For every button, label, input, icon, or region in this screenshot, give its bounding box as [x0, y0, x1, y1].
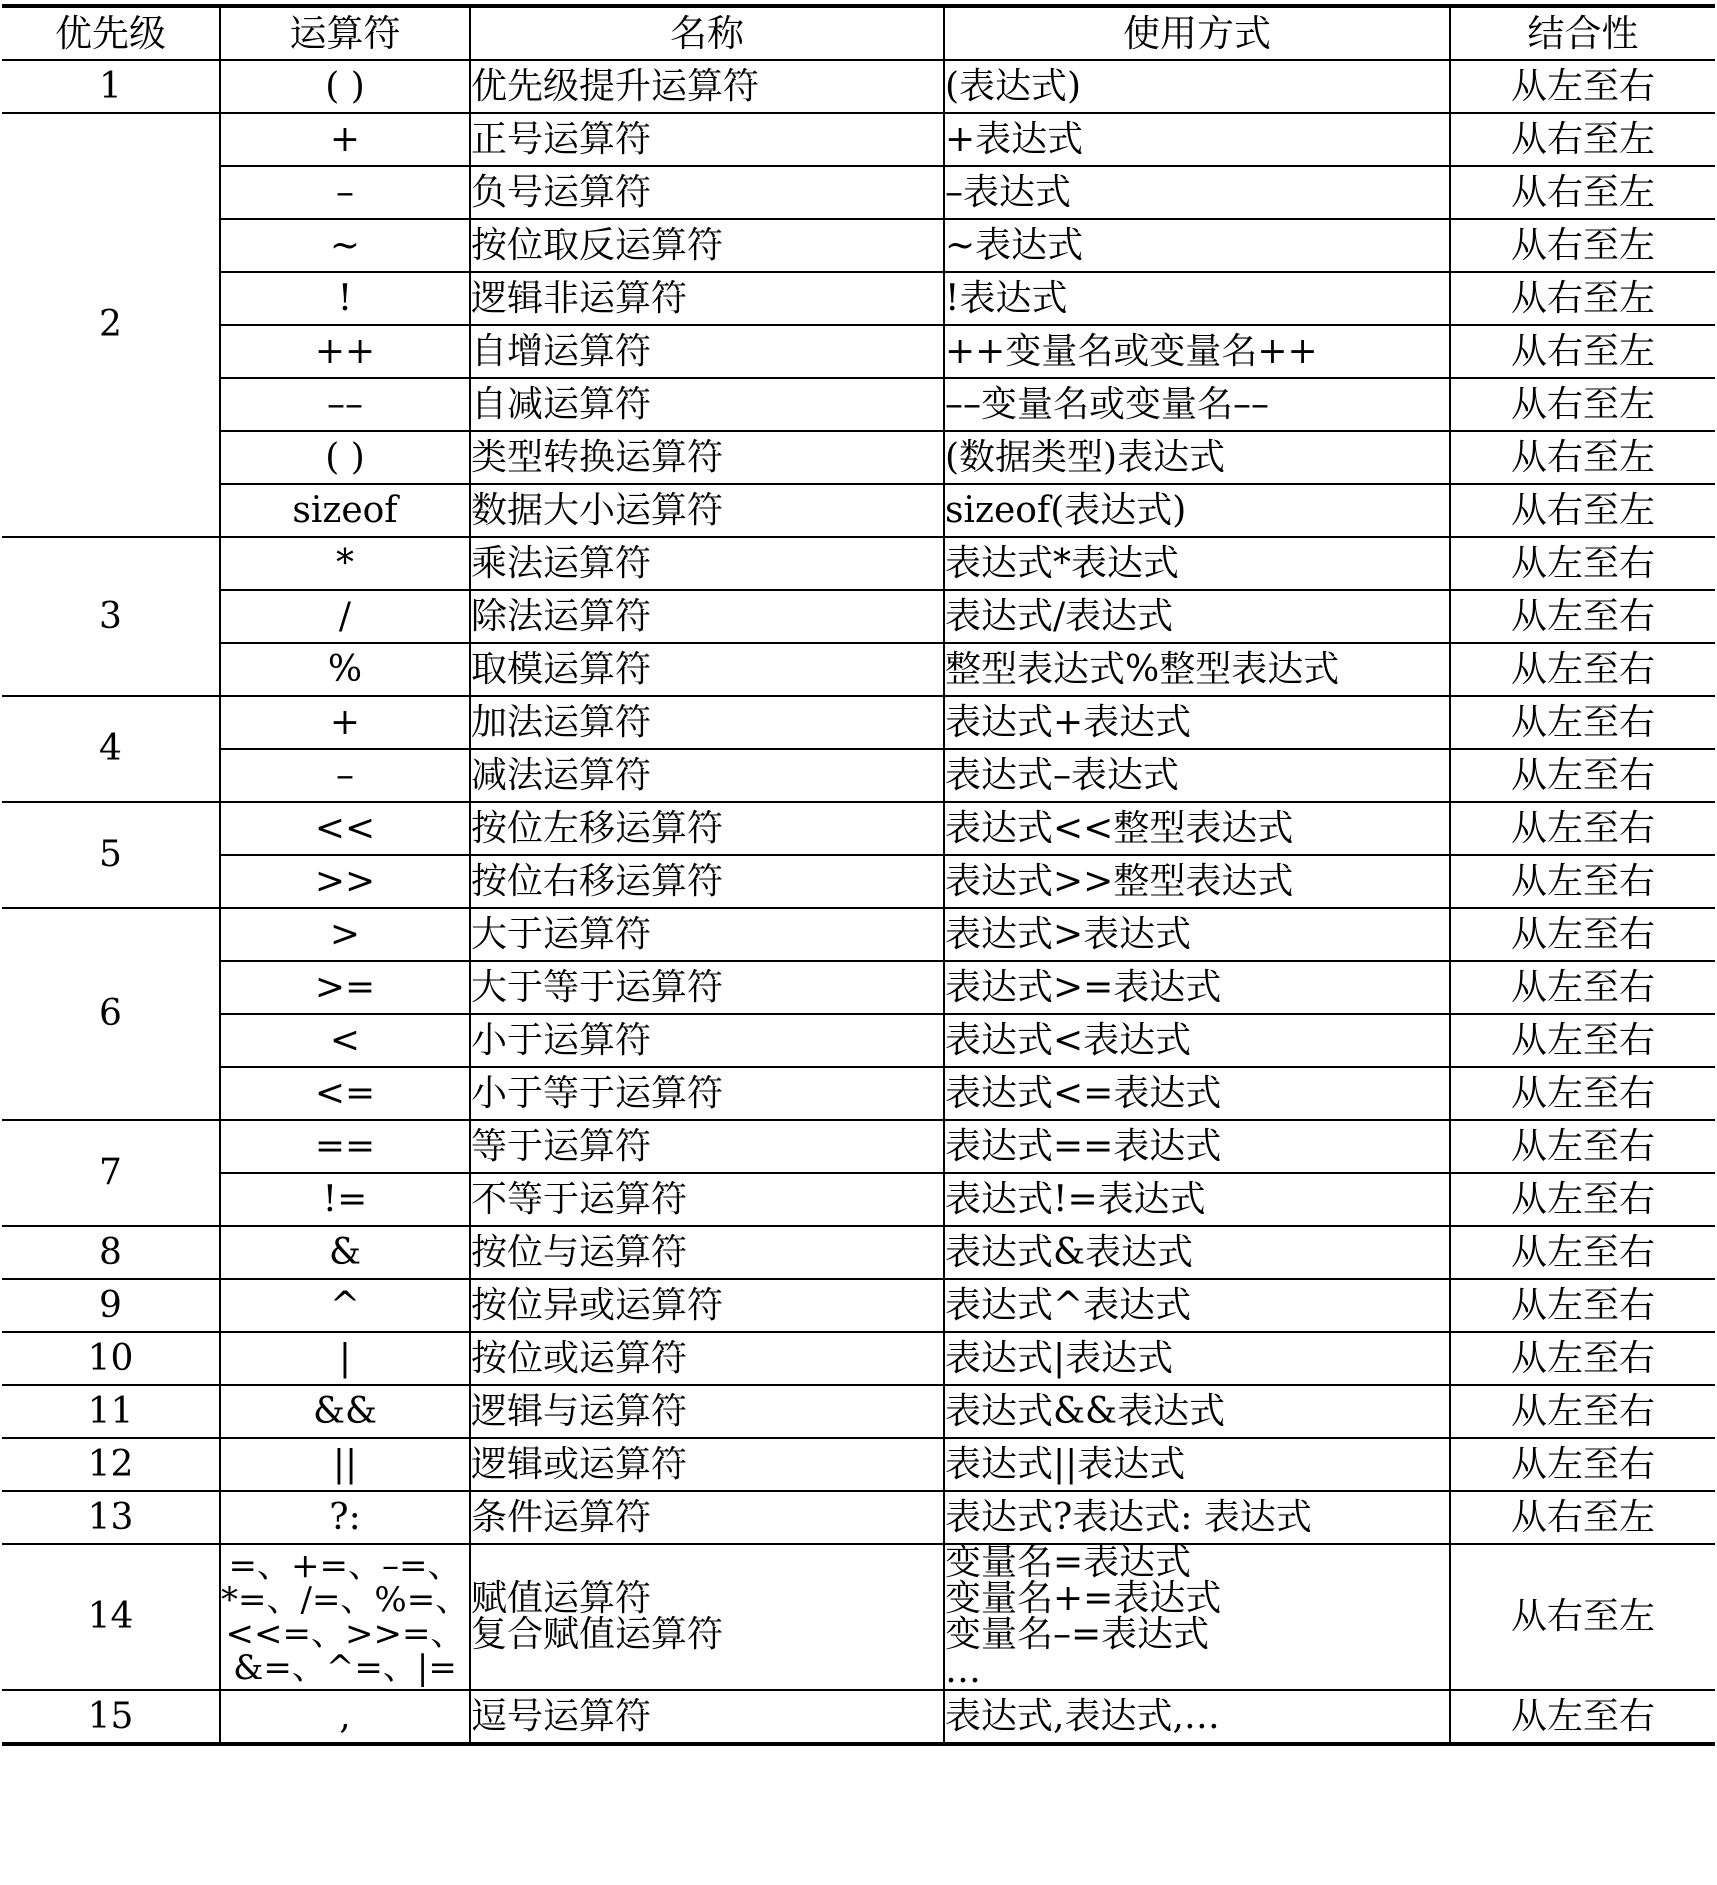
name-cell: 逻辑或运算符: [470, 1438, 944, 1491]
associativity-cell: 从左至右: [1450, 1226, 1715, 1279]
operator-cell-line: &=、^=、|=: [233, 1648, 457, 1688]
name-cell: 大于运算符: [470, 908, 944, 961]
usage-cell: 表达式/表达式: [944, 590, 1450, 643]
usage-cell: 表达式,表达式,…: [944, 1690, 1450, 1744]
name-cell: 小于等于运算符: [470, 1067, 944, 1120]
usage-cell: 表达式!=表达式: [944, 1173, 1450, 1226]
usage-cell: (数据类型)表达式: [944, 431, 1450, 484]
operator-cell: !=: [220, 1173, 470, 1226]
name-cell: 小于运算符: [470, 1014, 944, 1067]
associativity-cell: 从右至左: [1450, 219, 1715, 272]
usage-cell: –表达式: [944, 166, 1450, 219]
associativity-cell: 从左至右: [1450, 60, 1715, 113]
name-cell: 逻辑与运算符: [470, 1385, 944, 1438]
table-row: [2, 1544, 1715, 1690]
usage-cell: 表达式*表达式: [944, 537, 1450, 590]
operator-cell: ^: [220, 1279, 470, 1332]
priority-cell: 6: [2, 908, 220, 1120]
operator-cell: >: [220, 908, 470, 961]
usage-cell: 表达式?表达式: 表达式: [944, 1491, 1450, 1544]
operator-cell: <=: [220, 1067, 470, 1120]
usage-cell: +表达式: [944, 113, 1450, 166]
header-usage: 使用方式: [944, 6, 1450, 60]
table-row: [2, 60, 1715, 113]
header-name: 名称: [470, 6, 944, 60]
operator-cell: &&: [220, 1385, 470, 1438]
operator-cell: sizeof: [220, 484, 470, 537]
usage-cell: 表达式>>整型表达式: [944, 855, 1450, 908]
priority-cell: 13: [2, 1491, 220, 1544]
usage-cell: 表达式|表达式: [944, 1332, 1450, 1385]
associativity-cell: 从左至右: [1450, 537, 1715, 590]
associativity-cell: 从右至左: [1450, 431, 1715, 484]
usage-cell: 表达式–表达式: [944, 749, 1450, 802]
associativity-cell: 从右至左: [1450, 272, 1715, 325]
usage-cell: (表达式): [944, 60, 1450, 113]
usage-cell: ––变量名或变量名––: [944, 378, 1450, 431]
associativity-cell: 从左至右: [1450, 1067, 1715, 1120]
operator-cell: +: [220, 696, 470, 749]
usage-cell: ~表达式: [944, 219, 1450, 272]
usage-cell: 表达式<=表达式: [944, 1067, 1450, 1120]
associativity-cell: 从左至右: [1450, 1332, 1715, 1385]
operator-cell: ==: [220, 1120, 470, 1173]
operator-cell: ––: [220, 378, 470, 431]
associativity-cell: 从左至右: [1450, 1690, 1715, 1744]
priority-cell: 9: [2, 1279, 220, 1332]
table-row: [2, 961, 1715, 1014]
associativity-cell: 从左至右: [1450, 855, 1715, 908]
associativity-cell: 从左至右: [1450, 1173, 1715, 1226]
header-priority: 优先级: [2, 6, 220, 60]
header-operator: 运算符: [220, 6, 470, 60]
name-cell: 按位取反运算符: [470, 219, 944, 272]
table-row: [2, 537, 1715, 590]
operator-cell: |: [220, 1332, 470, 1385]
name-cell: 减法运算符: [470, 749, 944, 802]
operator-cell: >>: [220, 855, 470, 908]
name-cell: 自增运算符: [470, 325, 944, 378]
usage-cell: 整型表达式%整型表达式: [944, 643, 1450, 696]
usage-cell-line: 变量名–=表达式: [945, 1614, 1210, 1655]
table-row: [2, 696, 1715, 749]
associativity-cell: 从左至右: [1450, 749, 1715, 802]
operator-cell-line: =、+=、–=、: [228, 1546, 462, 1586]
associativity-cell: 从左至右: [1450, 643, 1715, 696]
usage-cell: 表达式<<整型表达式: [944, 802, 1450, 855]
associativity-cell: 从左至右: [1450, 908, 1715, 961]
name-cell: 按位异或运算符: [470, 1279, 944, 1332]
name-cell: 取模运算符: [470, 643, 944, 696]
operator-cell-line: <<=、>>=、: [225, 1614, 465, 1654]
name-cell: 乘法运算符: [470, 537, 944, 590]
operator-cell: ++: [220, 325, 470, 378]
name-cell: 等于运算符: [470, 1120, 944, 1173]
table-row: [2, 1226, 1715, 1279]
table-row: [2, 378, 1715, 431]
table-row: [2, 1690, 1715, 1744]
usage-cell: 表达式&&表达式: [944, 1385, 1450, 1438]
priority-cell: 2: [2, 113, 220, 537]
table-row: [2, 855, 1715, 908]
table-row: [2, 802, 1715, 855]
table-row: [2, 908, 1715, 961]
usage-cell: !表达式: [944, 272, 1450, 325]
operator-cell: ( ): [220, 60, 470, 113]
name-cell: 除法运算符: [470, 590, 944, 643]
name-cell-line: 赋值运算符: [471, 1578, 652, 1619]
priority-cell: 15: [2, 1690, 220, 1744]
usage-cell: 表达式&表达式: [944, 1226, 1450, 1279]
operator-cell-line: *=、/=、%=、: [221, 1580, 470, 1620]
associativity-cell: 从右至左: [1450, 378, 1715, 431]
table-row: [2, 1067, 1715, 1120]
usage-cell: 表达式^表达式: [944, 1279, 1450, 1332]
associativity-cell: 从左至右: [1450, 696, 1715, 749]
associativity-cell: 从左至右: [1450, 1438, 1715, 1491]
operator-cell: –: [220, 166, 470, 219]
name-cell: 不等于运算符: [470, 1173, 944, 1226]
priority-cell: 8: [2, 1226, 220, 1279]
name-cell-line: 复合赋值运算符: [471, 1614, 724, 1655]
associativity-cell: 从左至右: [1450, 1120, 1715, 1173]
operator-cell: +: [220, 113, 470, 166]
operator-cell: *: [220, 537, 470, 590]
priority-cell: 7: [2, 1120, 220, 1226]
priority-cell: 5: [2, 802, 220, 908]
usage-cell: sizeof(表达式): [944, 484, 1450, 537]
usage-cell: 表达式>=表达式: [944, 961, 1450, 1014]
name-cell: 逻辑非运算符: [470, 272, 944, 325]
operator-cell: –: [220, 749, 470, 802]
name-cell: 数据大小运算符: [470, 484, 944, 537]
table-row: [2, 325, 1715, 378]
usage-cell-line: …: [945, 1650, 981, 1691]
operator-cell: <<: [220, 802, 470, 855]
operator-cell: <: [220, 1014, 470, 1067]
operator-cell: [220, 1544, 470, 1690]
associativity-cell: 从右至左: [1450, 1491, 1715, 1544]
name-cell: 自减运算符: [470, 378, 944, 431]
table-row: [2, 643, 1715, 696]
name-cell: 条件运算符: [470, 1491, 944, 1544]
table-row: [2, 1385, 1715, 1438]
table-row: [2, 1014, 1715, 1067]
associativity-cell: 从右至左: [1450, 113, 1715, 166]
operator-cell: %: [220, 643, 470, 696]
operator-cell: ( ): [220, 431, 470, 484]
name-cell: 按位与运算符: [470, 1226, 944, 1279]
table-row: [2, 1491, 1715, 1544]
name-cell: 逗号运算符: [470, 1690, 944, 1744]
name-cell: [470, 1544, 944, 1690]
usage-cell: 表达式<表达式: [944, 1014, 1450, 1067]
operator-precedence-table: [2, 4, 1715, 1746]
usage-cell: 表达式||表达式: [944, 1438, 1450, 1491]
table-row: [2, 219, 1715, 272]
name-cell: 优先级提升运算符: [470, 60, 944, 113]
table-body: [2, 60, 1715, 1744]
associativity-cell: 从左至右: [1450, 1014, 1715, 1067]
usage-cell: 表达式>表达式: [944, 908, 1450, 961]
table-row: [2, 1279, 1715, 1332]
associativity-cell: 从右至左: [1450, 484, 1715, 537]
usage-cell-line: 变量名+=表达式: [945, 1578, 1222, 1619]
usage-cell: 表达式==表达式: [944, 1120, 1450, 1173]
table-row: [2, 749, 1715, 802]
table-row: [2, 484, 1715, 537]
operator-cell: ~: [220, 219, 470, 272]
name-cell: 按位或运算符: [470, 1332, 944, 1385]
priority-cell: 11: [2, 1385, 220, 1438]
priority-cell: 4: [2, 696, 220, 802]
table-row: [2, 1438, 1715, 1491]
table-row: [2, 1173, 1715, 1226]
usage-cell: 表达式+表达式: [944, 696, 1450, 749]
table-row: [2, 431, 1715, 484]
priority-cell: 3: [2, 537, 220, 696]
operator-cell: >=: [220, 961, 470, 1014]
operator-cell: ||: [220, 1438, 470, 1491]
table-row: [2, 1120, 1715, 1173]
table-row: [2, 272, 1715, 325]
operator-cell: ?:: [220, 1491, 470, 1544]
operator-cell: ,: [220, 1690, 470, 1744]
associativity-cell: 从左至右: [1450, 802, 1715, 855]
name-cell: 负号运算符: [470, 166, 944, 219]
operator-cell: /: [220, 590, 470, 643]
name-cell: 正号运算符: [470, 113, 944, 166]
name-cell: 按位左移运算符: [470, 802, 944, 855]
priority-cell: 1: [2, 60, 220, 113]
associativity-cell: 从左至右: [1450, 590, 1715, 643]
associativity-cell: 从左至右: [1450, 961, 1715, 1014]
usage-cell: [944, 1544, 1450, 1690]
name-cell: 大于等于运算符: [470, 961, 944, 1014]
header-associativity: 结合性: [1450, 6, 1715, 60]
operator-cell: &: [220, 1226, 470, 1279]
associativity-cell: 从右至左: [1450, 325, 1715, 378]
header-row: [2, 6, 1715, 60]
priority-cell: 14: [2, 1544, 220, 1690]
name-cell: 类型转换运算符: [470, 431, 944, 484]
name-cell: 按位右移运算符: [470, 855, 944, 908]
name-cell: 加法运算符: [470, 696, 944, 749]
table-row: [2, 166, 1715, 219]
associativity-cell: 从右至左: [1450, 166, 1715, 219]
associativity-cell: 从左至右: [1450, 1385, 1715, 1438]
table-row: [2, 1332, 1715, 1385]
operator-cell: !: [220, 272, 470, 325]
table-row: [2, 590, 1715, 643]
priority-cell: 10: [2, 1332, 220, 1385]
associativity-cell: 从左至右: [1450, 1279, 1715, 1332]
priority-cell: 12: [2, 1438, 220, 1491]
usage-cell: ++变量名或变量名++: [944, 325, 1450, 378]
associativity-cell: 从右至左: [1450, 1544, 1715, 1690]
usage-cell-line: 变量名=表达式: [945, 1542, 1192, 1583]
table-row: [2, 113, 1715, 166]
